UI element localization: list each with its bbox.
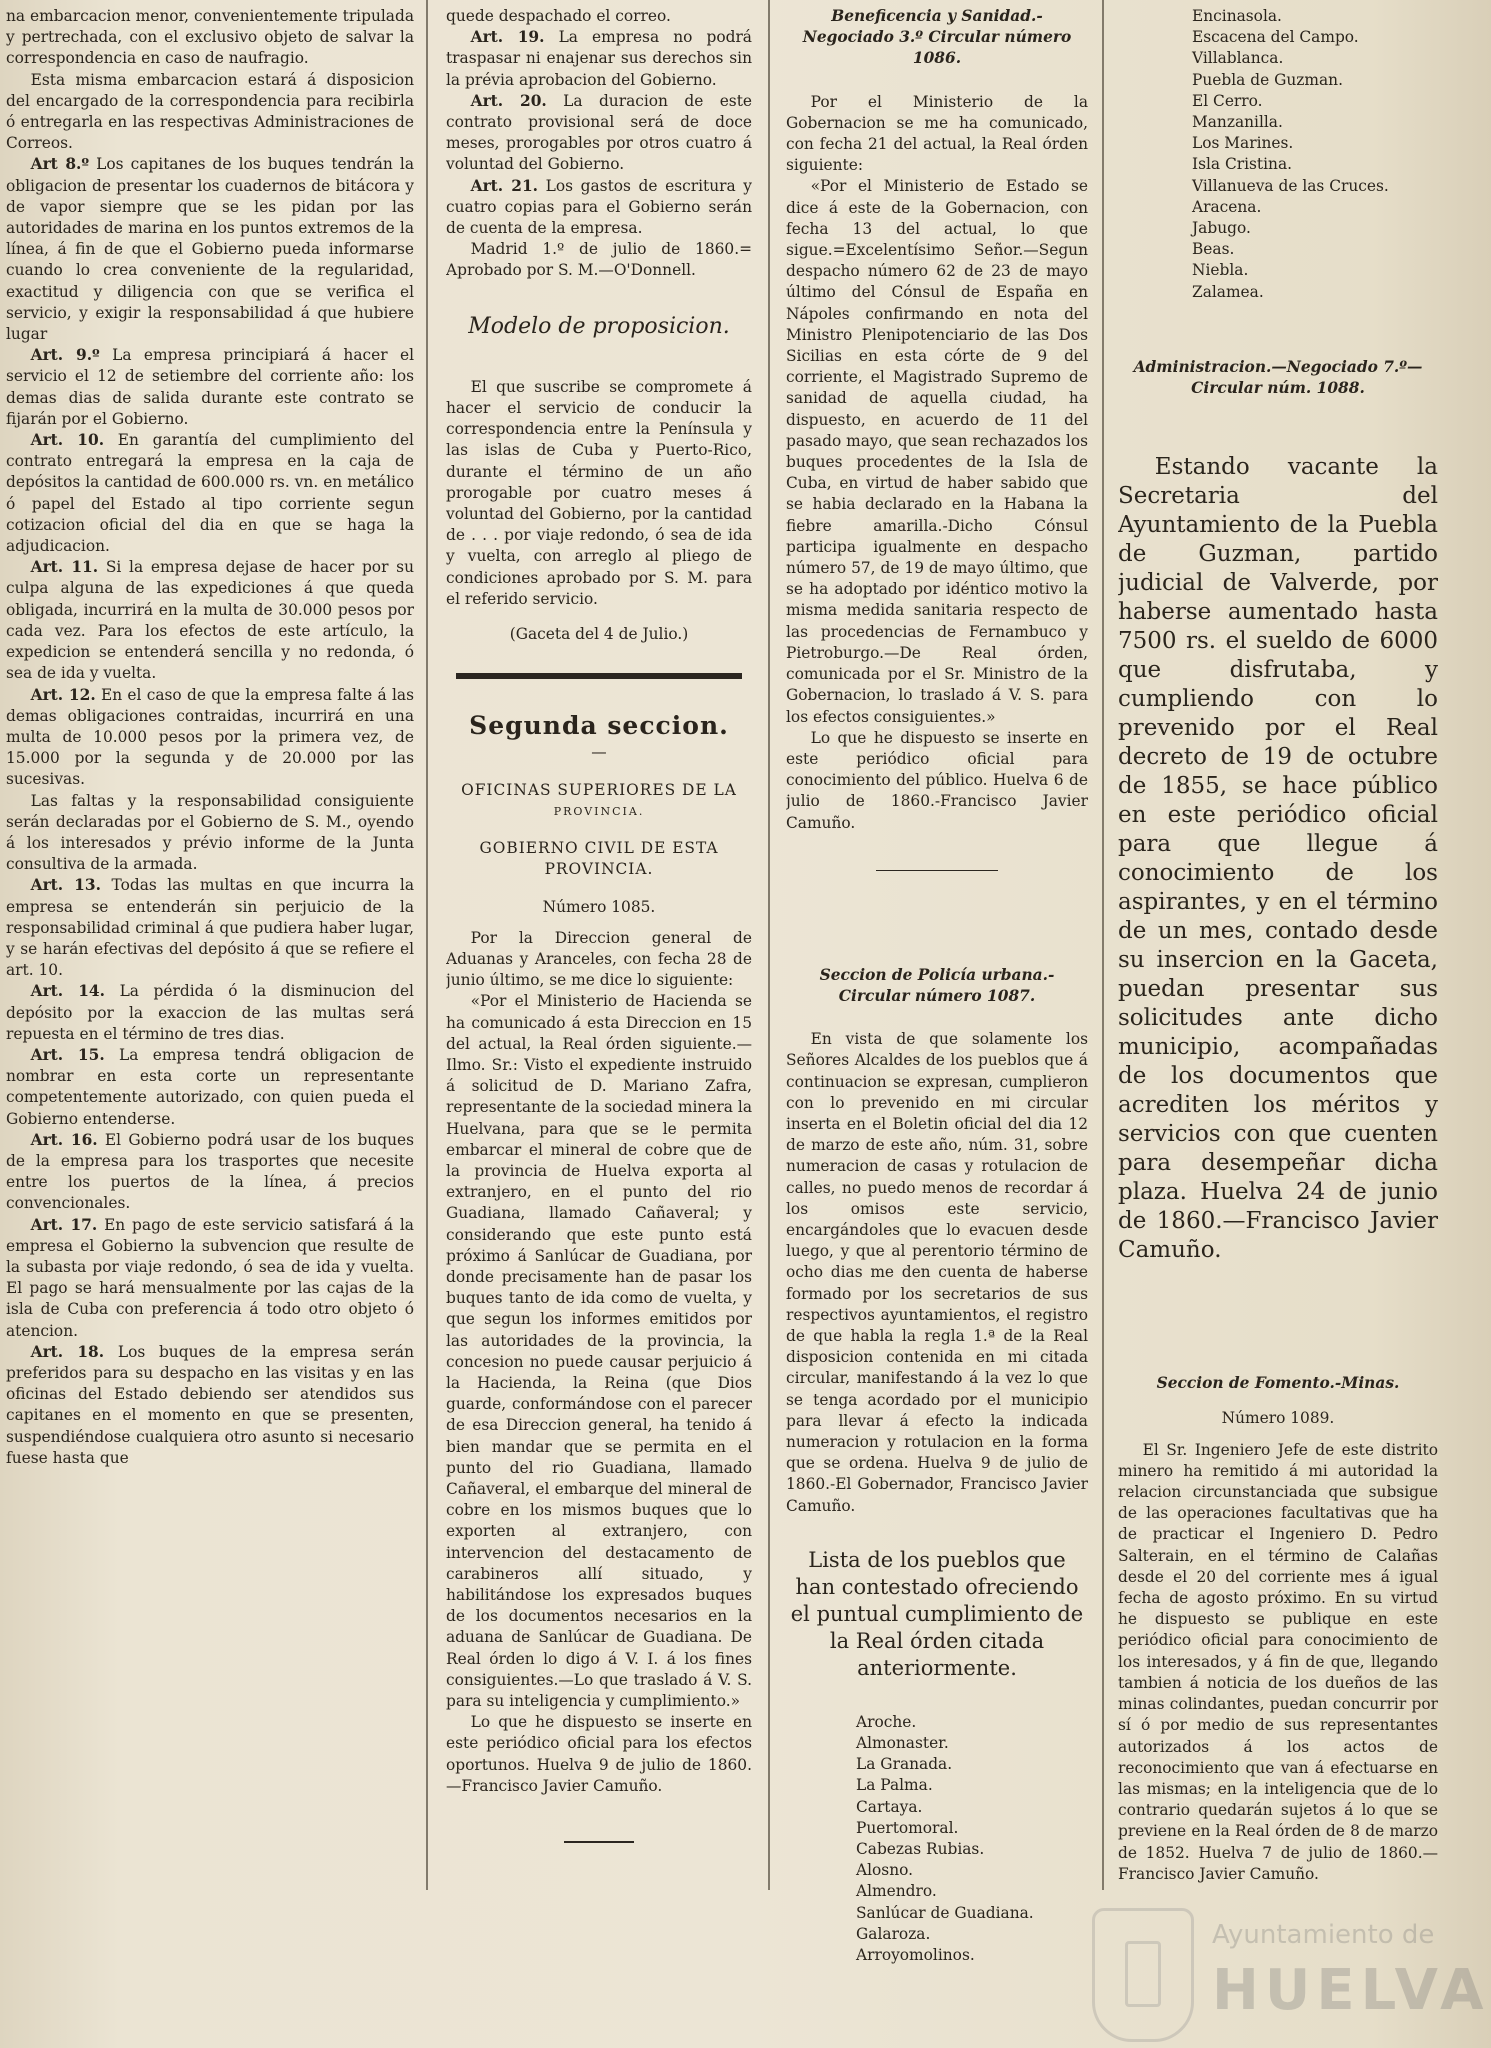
gaceta-note: (Gaceta del 4 de Julio.)	[509, 625, 689, 644]
list-item: Almonaster.	[856, 1734, 949, 1752]
article-14: Art. 14. La pérdida ó la disminucion del depósito por la exaccion de las multas será repuesta en el término de tres dias.	[6, 982, 414, 1043]
numero-1089: Número 1089.	[1221, 1409, 1335, 1428]
list-item: Encinasola.	[1192, 7, 1282, 25]
numero-1085: Número 1085.	[542, 897, 656, 916]
watermark-line-1: Ayuntamiento de	[1212, 1920, 1435, 1950]
article-15: Art. 15. La empresa tendrá obligacion de nombrar en esta corte un representante competentemente autorizado, con quien pueda el Gobierno entenderse.	[6, 1045, 414, 1128]
gobierno-heading: GOBIERNO CIVIL DE ESTA PROVINCIA.	[479, 839, 719, 879]
article-16: Art. 16. El Gobierno podrá usar de los buques de la empresa para los trasportes que necesite entre los puertos de la línea, á precios convencionales.	[6, 1130, 414, 1213]
list-item: Isla Cristina.	[1192, 155, 1293, 174]
section-heading-administracion: Administracion.—Negociado 7.º—Circular núm. 1088.	[1133, 357, 1423, 398]
short-divider	[564, 1841, 634, 1843]
article-20: Art. 20. La duracion de este contrato provisional será de doce meses, prorogables por otros cuatro á voluntad del Gobierno.	[446, 91, 752, 174]
list-item: Puebla de Guzman.	[1192, 70, 1343, 89]
column-rule	[1102, 0, 1104, 1890]
paragraph: na embarcacion menor, convenientemente tripulada y pertrechada, con el exclusivo objeto de salvar la correspondencia en caso de naufragio.	[6, 7, 414, 68]
article-19: Art. 19. La empresa no podrá traspasar ni enajenar sus derechos sin la prévia aprobacion del Gobierno.	[446, 28, 752, 89]
list-item: Escacena del Campo.	[1192, 28, 1359, 47]
paragraph: Por la Direccion general de Aduanas y Aranceles, con fecha 28 de junio último, se me dice lo siguiente:	[446, 928, 752, 990]
column-1	[6, 6, 414, 2038]
section-heading-policia: Seccion de Policía urbana.-Circular número 1087.	[819, 965, 1055, 1005]
article-13: Art. 13. Todas las multas en que incurra la empresa se entenderán sin perjuicio de la responsabilidad criminal á que pudiera haber lugar, y se harán efectivas del depósito á que se refiere el art. 10.	[6, 876, 414, 980]
paragraph: «Por el Ministerio de Hacienda se ha comunicado á esta Direccion en 15 del actual, la Real órden siguiente.— Ilmo. Sr.: Visto el expediente instruido á solicitud de D. Mariano Zafra, representante de la sociedad minera la Huelvana, para que se le permita embarcar el mineral de cobre que de la provincia de Huelva exporta al extranjero, en el punto del rio Guadiana, llamado Cañaveral; y considerando que este punto está próximo á Sanlúcar de Guadiana, por donde precisamente han de pasar los buques tanto de ida como de vuelta, y que segun los informes emitidos por las autoridades de la provincia, la concesion no puede causar perjuicio á la Hacienda, la Reina (que Dios guarde, conformándose con el parecer de esa Direccion general, ha tenido á bien mandar que se permita en el punto del rio Guadiana, llamado Cañaveral, el embarque del mineral de cobre en los mismos buques que lo exporten al extranjero, con intervencion del destacamento de carabineros allí situado, y habilitándose los expresados buques de los documentos necesarios en la aduana de Sanlúcar de Guadiana. De Real órden lo digo á V. I. á los fines consiguientes.—Lo que traslado á V. S. para su inteligencia y cumplimiento.»	[446, 992, 752, 1711]
article-11: Art. 11. Si la empresa dejase de hacer por su culpa alguna de las expediciones á que queda obligada, incurrirá en la multa de 30.000 pesos por cada vez. Para los efectos de este artículo, la expedicion se entenderá sencilla y no redonda, ó sea de ida y vuelta.	[6, 558, 414, 683]
section-heading-fomento: Seccion de Fomento.-Minas.	[1156, 1374, 1400, 1393]
dash-separator: —	[591, 743, 607, 762]
list-item: Arroyomolinos.	[856, 1946, 975, 1965]
paragraph: El que suscribe se compromete á hacer el servicio de conducir la correspondencia entre la Península y las islas de Cuba y Puerto-Rico, durante el término de un año prorogable por cuatro meses á voluntad del Gobierno, por la cantidad de . . . por viaje redondo, ó sea de ida y vuelta, con arreglo al pliego de condiciones aprobado por S. M. para el referido servicio.	[446, 377, 752, 608]
paragraph: quede despachado el correo.	[446, 7, 671, 25]
list-item: Almendro.	[856, 1882, 937, 1901]
list-item: La Palma.	[856, 1776, 933, 1795]
pueblos-list	[856, 1712, 1088, 1966]
column-2	[446, 6, 752, 2038]
section-divider	[876, 870, 998, 871]
article-10: Art. 10. En garantía del cumplimiento del contrato entregará la empresa en la caja de depósitos la cantidad de 600.000 rs. vn. en metálico ó papel del Estado al tipo corriente segun cotizacion oficial del dia en que se haga la adjudicacion.	[6, 431, 414, 556]
list-item: Aracena.	[1192, 197, 1262, 216]
column-rule	[768, 0, 770, 1890]
list-item: Los Marines.	[1192, 134, 1294, 153]
list-item: Villablanca.	[1192, 49, 1284, 68]
segunda-seccion-heading: Segunda seccion.	[469, 711, 729, 741]
article-9: Art. 9.º La empresa principiará á hacer el servicio el 12 de setiembre del corriente año: los demas dias de salida durante este contrato se fijarán por el Gobierno.	[6, 346, 414, 428]
list-item: Jabugo.	[1192, 219, 1251, 238]
list-item: La Granada.	[856, 1755, 953, 1774]
list-item: Cabezas Rubias.	[856, 1840, 985, 1859]
signature: Madrid 1.º de julio de 1860.= Aprobado por S. M.—O'Donnell.	[446, 240, 752, 280]
list-item: Puertomoral.	[856, 1818, 959, 1837]
list-item: Cartaya.	[856, 1797, 923, 1816]
paragraph: Esta misma embarcacion estará á disposicion del encargado de la correspondencia para recibirla ó entregarla en las respectivas Administraciones de Correos.	[6, 70, 414, 153]
huelva-watermark-logo	[1092, 1908, 1490, 2042]
paragraph: Lo que he dispuesto se inserte en este periódico oficial para los efectos oportunos. Huelva 9 de julio de 1860. —Francisco Javier Camuño.	[446, 1713, 752, 1795]
section-divider	[456, 673, 742, 679]
paragraph: En vista de que solamente los Señores Alcaldes de los pueblos que á continuacion se expresan, cumplieron con lo prevenido en mi circular inserta en el Boletin oficial del dia 12 de marzo de este año, núm. 31, sobre numeracion de casas y rotulacion de calles, no puedo menos de recordar á los omisos este servicio, encargándoles que lo evacuen desde luego, y que al perentorio término de ocho dias me den cuenta de haberse formado por los secretarios de sus respectivos ayuntamientos, el registro de que habla la regla 1.ª de la Real disposicion contenida en mi citada circular, manifestando á la vez lo que se tenga acordado por el municipio para llevar á efecto la indicada numeracion y rotulacion en la forma que se ordena. Huelva 9 de julio de 1860.-El Gobernador, Francisco Javier Camuño.	[786, 1030, 1088, 1515]
pueblos-list-continued	[1192, 6, 1438, 303]
paragraph: Por el Ministerio de la Gobernacion se me ha comunicado, con fecha 21 del actual, la Real órden siguiente:	[786, 92, 1088, 175]
article-18: Art. 18. Los buques de la empresa serán preferidos para su despacho en las visitas y en las oficinas del Estado debiendo ser atendidos sus capitanes en el momento en que se presenten, suspendiéndose cualquiera otro asunto si necesario fuese hasta que	[6, 1342, 414, 1467]
article-21: Art. 21. Los gastos de escritura y cuatro copias para el Gobierno serán de cuenta de la empresa.	[446, 176, 752, 238]
paragraph: «Por el Ministerio de Estado se dice á este de la Gobernacion, con fecha 13 del actual, lo que sigue.=Excelentísimo Señor.—Segun despacho número 62 de 23 de mayo último del Cónsul de España en Nápoles confirmando en nota del Ministro Plenipotenciario de las Dos Sicilias en esta córte de 9 del corriente, el Magistrado Supremo de sanidad de aquella ciudad, ha dispuesto, en acuerdo de 11 del pasado mayo, que sean rechazados los buques procedentes de la Isla de Cuba, en virtud de haber sabido que se habia declarado en la Habana la fiebre amarilla.-Dicho Cónsul participa igualmente en despacho número 57, de 19 de mayo último, que se ha adoptado por idéntico motivo la misma medida sanitaria respecto de las procedencias de Fernambuco y Pietroburgo.—De Real órden, comunicada por el Sr. Ministro de la Gobernacion, lo traslado á V. S. para los efectos consiguientes.»	[786, 177, 1088, 726]
section-heading-beneficencia: Beneficencia y Sanidad.-Negociado 3.º Circular número 1086.	[802, 7, 1072, 68]
list-item: Manzanilla.	[1192, 113, 1283, 132]
list-item: Galaroza.	[856, 1924, 931, 1943]
shield-icon	[1092, 1908, 1194, 2042]
list-item: Alosno.	[856, 1861, 914, 1880]
list-item: Villanueva de las Cruces.	[1192, 176, 1389, 195]
paragraph: Las faltas y la responsabilidad consiguiente serán declaradas por el Gobierno de S. M., oyendo á los interesados y prévio informe de la Junta consultiva de la armada.	[6, 791, 414, 874]
paragraph: Lo que he dispuesto se inserte en este periódico oficial para conocimiento del público. Huelva 6 de julio de 1860.-Francisco Javier Camuño.	[786, 728, 1088, 832]
modelo-heading: Modelo de proposicion.	[468, 313, 730, 339]
column-rule	[426, 0, 428, 1890]
oficinas-heading: OFICINAS SUPERIORES DE LA	[461, 780, 737, 799]
paragraph: Estando vacante la Secretaria del Ayuntamiento de la Puebla de Guzman, partido judicial de Valverde, por haberse aumentado hasta 7500 rs. el sueldo de 6000 que disfrutaba, y cumpliendo con lo prevenido por el Real decreto de 19 de octubre de 1855, se hace público en este periódico oficial para que llegue á conocimiento de los aspirantes, y en el término de un mes, contado desde su insercion en la Gaceta, puedan presentar sus solicitudes ante dicho municipio, acompañadas de los documentos que acrediten los méritos y servicios con que cuenten para desempeñar dicha plaza. Huelva 24 de junio de 1860.—Francisco Javier Camuño.	[1118, 454, 1438, 1264]
article-12: Art. 12. En el caso de que la empresa falte á las demas obligaciones contraidas, incurrirá en una multa de 10.000 pesos por la primera vez, de 15.000 por la segunda y de 20.000 por las sucesivas.	[6, 685, 414, 789]
list-item: Sanlúcar de Guadiana.	[856, 1903, 1034, 1922]
list-item: Zalamea.	[1192, 282, 1264, 301]
watermark-line-2: HUELVA	[1212, 1958, 1490, 2023]
list-item: Aroche.	[856, 1712, 917, 1731]
column-3	[786, 6, 1088, 2038]
lista-heading: Lista de los pueblos que han contestado ofreciendo el puntual cumplimiento de la Real órden citada anteriormente.	[790, 1547, 1084, 1680]
article-8: Art 8.º Los capitanes de los buques tendrán la obligacion de presentar los cuadernos de bitácora y de vapor siempre que se les pidan por las autoridades de marina en los puntos extremos de la línea, á fin de que el Gobierno pueda informarse cuando lo crea conveniente de la regularidad, exactitud y diligencia con que se verifica el servicio, y exigir la responsabilidad á que hubiere lugar	[6, 155, 414, 344]
list-item: Niebla.	[1192, 261, 1249, 280]
provincia-heading: PROVINCIA.	[553, 804, 645, 818]
column-4	[1118, 6, 1438, 2038]
list-item: El Cerro.	[1192, 91, 1263, 110]
article-17: Art. 17. En pago de este servicio satisfará á la empresa el Gobierno la subvencion que resulte de la subasta por viaje redondo, ó sea de ida y vuelta. El pago se hará mensualmente por las cajas de la isla de Cuba con preferencia á todo otro objeto ó atencion.	[6, 1215, 414, 1340]
list-item: Beas.	[1192, 240, 1235, 259]
paragraph: El Sr. Ingeniero Jefe de este distrito minero ha remitido á mi autoridad la relacion circunstanciada que subsigue de las operaciones facultativas que ha de practicar el Ingeniero D. Pedro Salterain, en el término de Calañas desde el 20 del corriente mes á igual fecha de agosto próximo. En su virtud he dispuesto se publique en este periódico oficial para conocimiento de los interesados, y á fin de que, llegando tambien á noticia de los dueños de las minas colindantes, puedan concurrir por sí ó por medio de sus representantes autorizados á los actos de reconocimiento que van á efectuarse en las mismas; en la inteligencia que de lo contrario quedarán sujetos á lo que se previene en la Real órden de 8 de marzo de 1852. Huelva 7 de julio de 1860.—Francisco Javier Camuño.	[1118, 1440, 1438, 1883]
